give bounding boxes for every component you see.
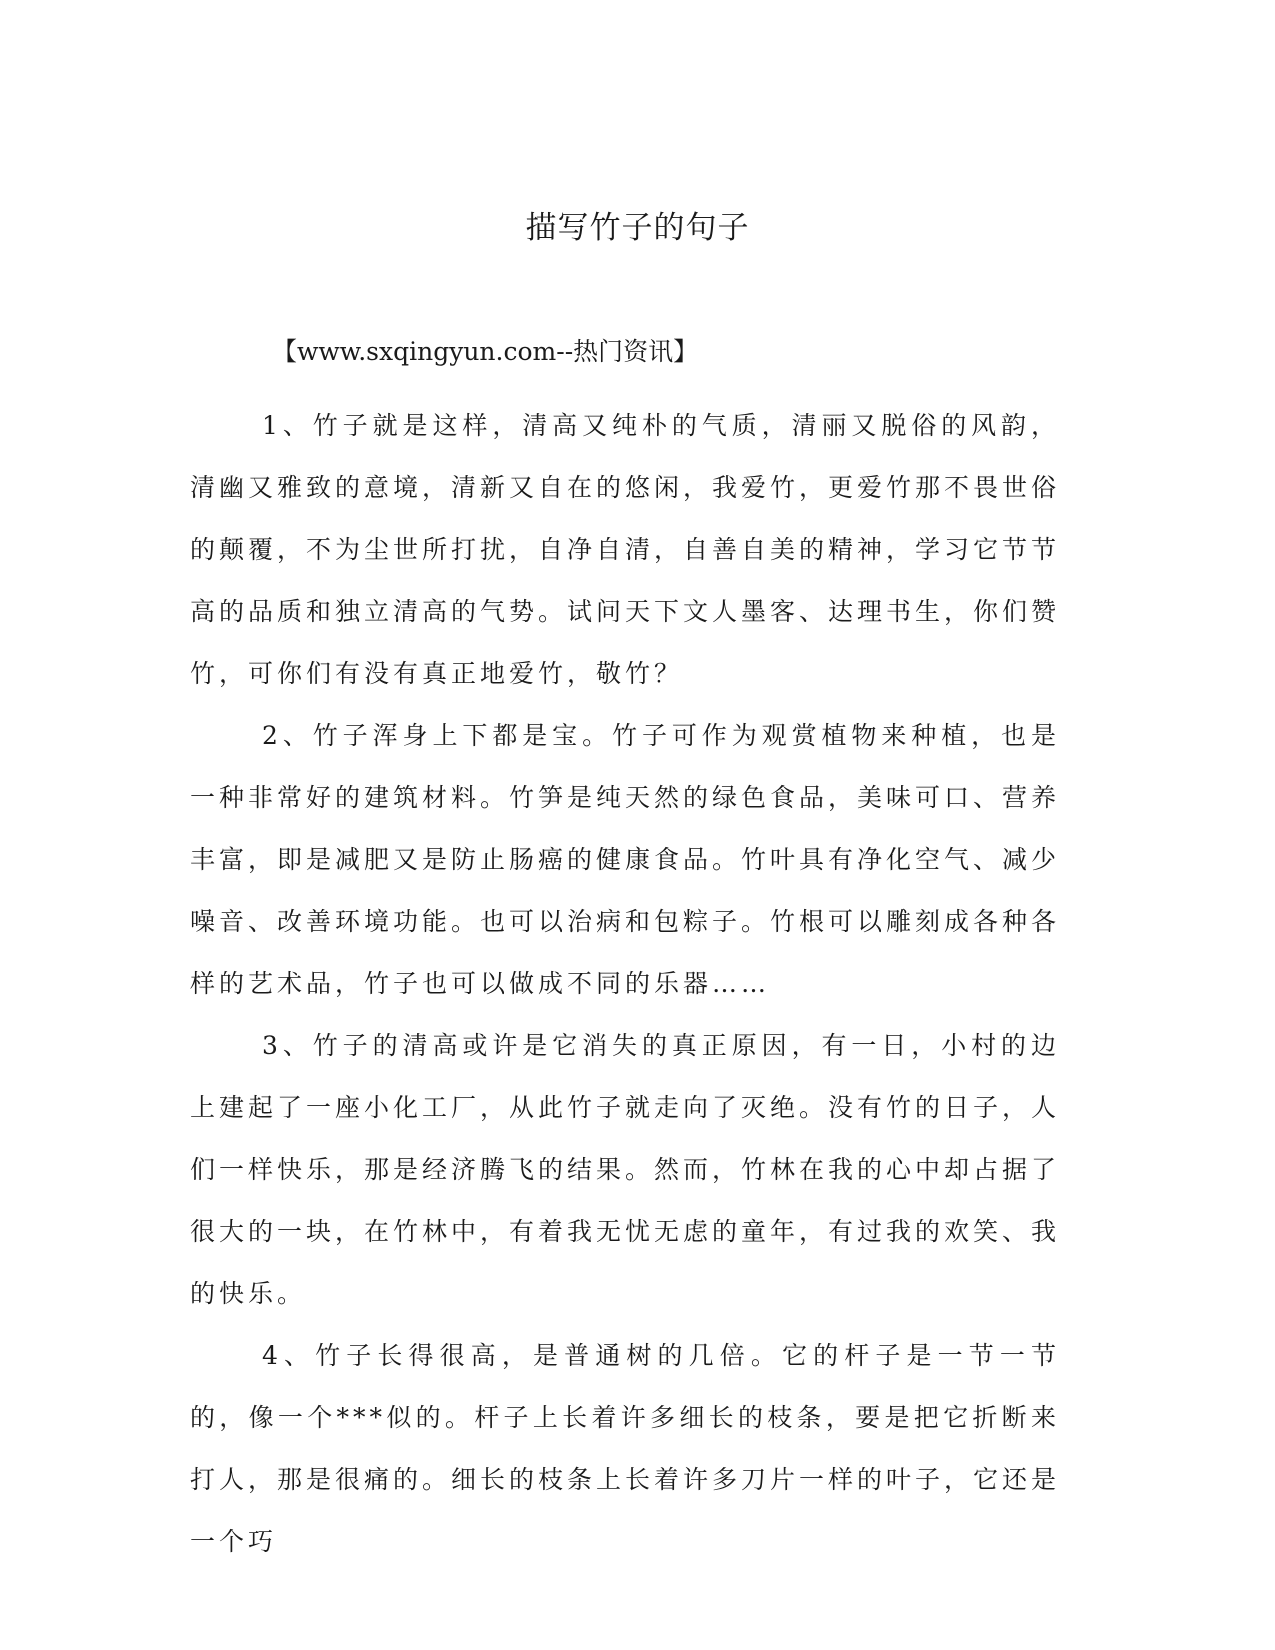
paragraph-3: 3、竹子的清高或许是它消失的真正原因，有一日，小村的边上建起了一座小化工厂，从此竹子就走向了灭绝。没有竹的日子，人们一样快乐，那是经济腾飞的结果。然而，竹林在我的心中却占据了很大的一块，在竹林中，有着我无忧无虑的童年，有过我的欢笑、我的快乐。 xyxy=(190,1031,1061,1308)
paragraph-1: 1、竹子就是这样，清高又纯朴的气质，清丽又脱俗的风韵，清幽又雅致的意境，清新又自在的悠闲，我爱竹，更爱竹那不畏世俗的颠覆，不为尘世所打扰，自净自清，自善自美的精神，学习它节节高的品质和独立清高的气势。试问天下文人墨客、达理书生，你们赞竹，可你们有没有真正地爱竹，敬竹？ xyxy=(190,411,1061,688)
document-title: 描写竹子的句子 xyxy=(525,210,750,246)
document-body xyxy=(190,395,1060,1573)
paragraph-2: 2、竹子浑身上下都是宝。竹子可作为观赏植物来种植，也是一种非常好的建筑材料。竹笋是纯天然的绿色食品，美味可口、营养丰富，即是减肥又是防止肠癌的健康食品。竹叶具有净化空气、减少噪音、改善环境功能。也可以治病和包粽子。竹根可以雕刻成各种各样的艺术品，竹子也可以做成不同的乐器…… xyxy=(190,721,1061,998)
paragraph-4: 4、竹子长得很高，是普通树的几倍。它的杆子是一节一节的，像一个***似的。杆子上长着许多细长的枝条，要是把它折断来打人，那是很痛的。细长的枝条上长着许多刀片一样的叶子，它还是一个巧 xyxy=(190,1341,1061,1556)
source-line: 【www.sxqingyun.com--热门资讯】 xyxy=(272,337,699,366)
